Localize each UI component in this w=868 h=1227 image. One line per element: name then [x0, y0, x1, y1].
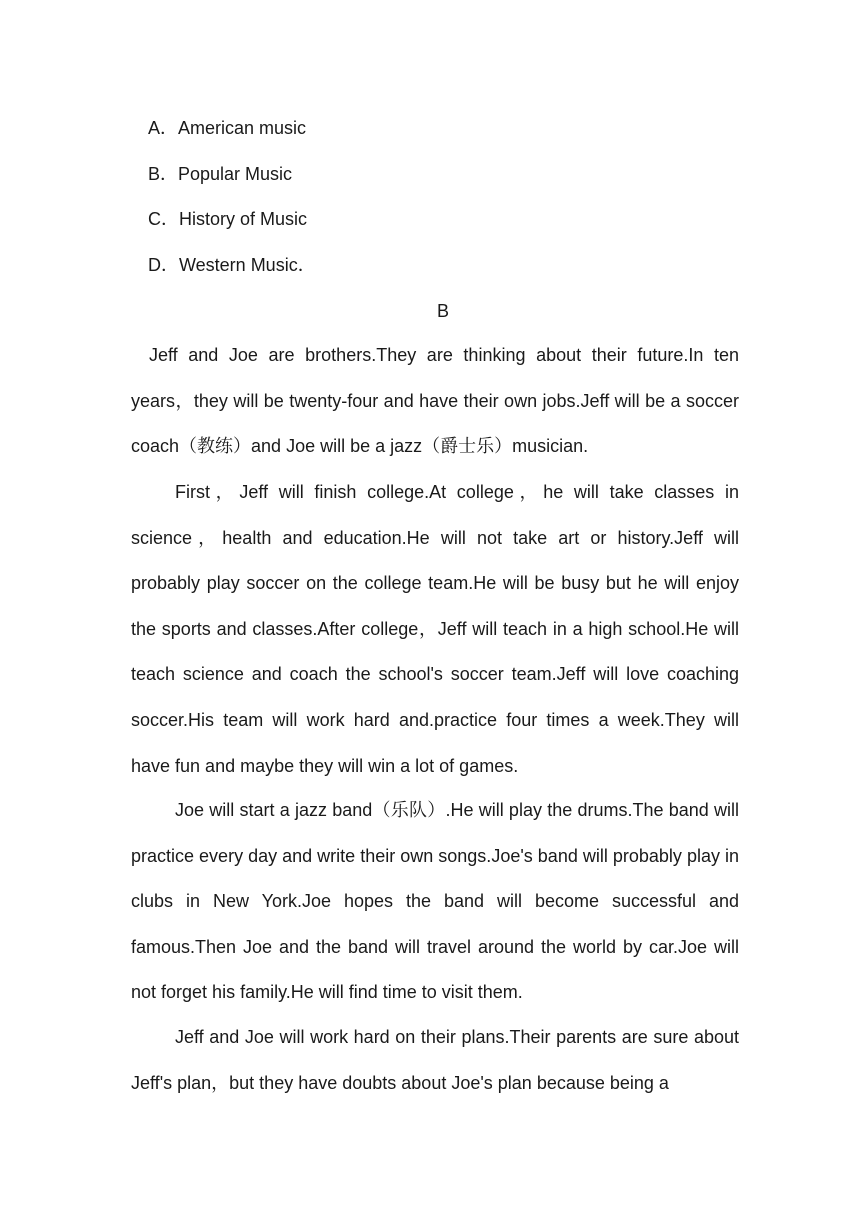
paragraph-jeff-plan: First，Jeff will finish college.At college，he will take classes in science，health and education.He will not take art or history.Jeff will probably play soccer on the college team.He will be busy but he will enjoy the sports and classes.After college，Jeff will teach in a high school.He will teach science and coach the school's soccer team.Jeff will love coaching soccer.His team will work hard and.practice four times a week.They will have fun and maybe they will win a lot of games.	[131, 482, 739, 776]
option-c: C．History of Music	[148, 209, 308, 229]
paragraph-joe-plan: Joe will start a jazz band（乐队）.He will play the drums.The band will practice every day and write their own songs.Joe's band will probably play in clubs in New York.Joe hopes the band will become successful and famous.Then Joe and the band will travel around the world by car.Joe will not forget his family.He will find time to visit them.	[131, 800, 739, 1003]
option-a: A．American music	[148, 118, 307, 138]
paragraph-intro: Jeff and Joe are brothers.They are thinking about their future.In ten years，they will be twenty-four and have their own jobs.Jeff will be a soccer coach（教练）and Joe will be a jazz（爵士乐）musician.	[131, 345, 739, 457]
option-b: B．Popular Music	[148, 164, 293, 184]
paragraph-parents: Jeff and Joe will work hard on their plans.Their parents are sure about Jeff's plan，but they have doubts about Joe's plan because being a	[131, 1027, 739, 1093]
option-d: D．Western Music．	[148, 255, 316, 275]
section-heading: B	[436, 301, 449, 321]
